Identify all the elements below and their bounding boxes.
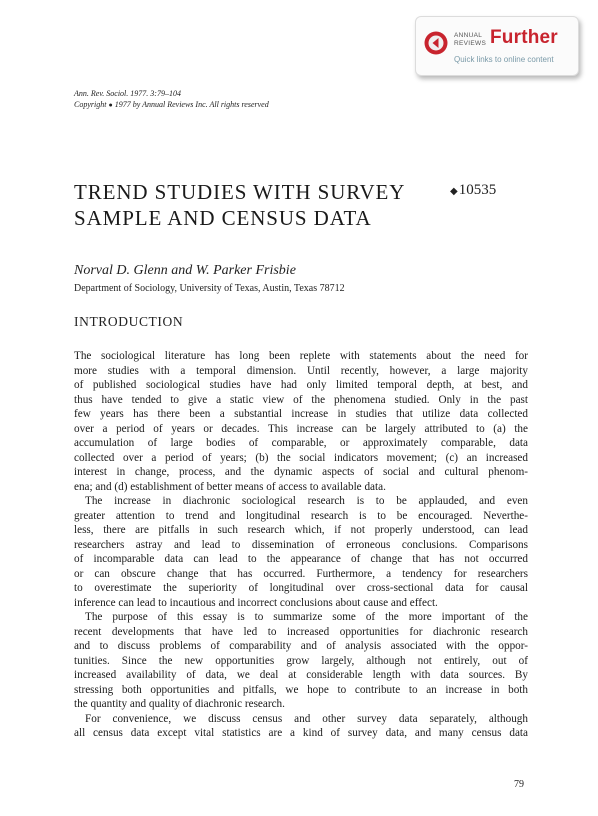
body-line: the quantity and quality of diachronic research. xyxy=(74,698,285,710)
body-line: increased availability of data, we deal at considerable length with data sources. By xyxy=(74,669,528,681)
body-line: all census data except vital statistics are a kind of survey data, and many census data xyxy=(74,727,528,739)
article-number xyxy=(450,182,496,199)
body-line: greater attention to trend and longitudinal research is to be encouraged. Neverthe- xyxy=(74,509,528,522)
badge-further-text: Further xyxy=(490,27,558,48)
body-line: tunities. Since the new opportunities grow largely, although not entirely, out of xyxy=(74,654,528,667)
citation-line-copyright xyxy=(74,100,269,111)
citation-line-journal: Ann. Rev. Sociol. 1977. 3:79–104 xyxy=(74,89,181,98)
body-line: The increase in diachronic sociological research is to be applauded, and even xyxy=(85,495,528,507)
body-line: accumulation of large bodies of comparable, or approximately comparable, data xyxy=(74,437,528,449)
body-text xyxy=(74,349,528,741)
body-line: stressing both opportunities and pitfalls, we hope to contribute to an increase in both xyxy=(74,683,528,696)
body-line: and to discuss problems of comparability and of analysis associated with the oppor- xyxy=(74,640,528,652)
author-affiliation: Department of Sociology, University of Texas, Austin, Texas 78712 xyxy=(74,283,345,294)
body-line: of published sociological studies have had only limited temporal depth, at best, and xyxy=(74,379,528,391)
diamond-icon: ◆ xyxy=(450,186,458,197)
badge-reviews-text: REVIEWS xyxy=(454,40,487,47)
body-line: collected over a period of years; (b) the social indicators movement; (c) an increased xyxy=(74,451,528,464)
body-line: For convenience, we discuss census and other survey data separately, although xyxy=(85,712,528,725)
article-title-line-1: TREND STUDIES WITH SURVEY xyxy=(74,180,406,204)
body-line: The sociological literature has long been replete with statements about the need for xyxy=(74,350,528,362)
annual-reviews-logo-icon xyxy=(424,31,448,55)
journal-citation xyxy=(74,89,269,110)
body-line: more studies with a temporal dimension. Until recently, however, a large majority xyxy=(74,364,528,377)
badge-annual-text: ANNUAL xyxy=(454,32,483,39)
body-line: less, there are pitfalls in such research which, if not properly understood, can lead xyxy=(74,524,528,536)
body-line: or can obscure change that has occurred. Furthermore, a tendency for researchers xyxy=(74,567,528,580)
section-heading-introduction: INTRODUCTION xyxy=(74,314,184,329)
article-title xyxy=(74,179,405,231)
page-number: 79 xyxy=(514,779,524,790)
copyright-label: Copyright xyxy=(74,99,107,109)
annual-reviews-further-badge[interactable] xyxy=(415,16,579,76)
body-line: researchers astray and lead to dissemination of erroneous conclusions. Comparisons xyxy=(74,538,528,551)
body-line: thus have tended to give a static view of the phenomena studied. Only in the past xyxy=(74,393,528,406)
body-line: to overestimate the superiority of longitudinal over cross-sectional data for causal xyxy=(74,582,528,594)
body-line: inference can lead to incautious and incorrect conclusions about cause and effect. xyxy=(74,596,438,609)
author-names: Norval D. Glenn and W. Parker Frisbie xyxy=(74,263,296,278)
body-line: The purpose of this essay is to summarize some of the more important of the xyxy=(85,611,528,623)
body-line: over a period of years or decades. This increase can be largely attributed to (a) the xyxy=(74,422,528,435)
body-line: ena; and (d) establishment of better means of access to available data. xyxy=(74,480,386,493)
article-title-line-2: SAMPLE AND CENSUS DATA xyxy=(74,206,372,230)
badge-quick-links-link[interactable]: Quick links to online content xyxy=(454,55,554,64)
body-line: recent developments that have led to increased opportunities for diachronic research xyxy=(74,625,528,638)
body-line: of incomparable data can lead to the appearance of change that has not occurred xyxy=(74,553,528,565)
badge-annual-reviews-wordmark xyxy=(454,32,486,48)
body-line: interest in change, process, and the dynamic aspects of social and cultural phenom- xyxy=(74,466,528,478)
copyright-text: 1977 by Annual Reviews Inc. All rights reserved xyxy=(114,99,269,109)
article-number-value: 10535 xyxy=(458,182,497,198)
body-line: few years has there been a substantial increase in studies that utilize data collected xyxy=(74,408,528,420)
copyright-bullet-icon: ● xyxy=(108,100,113,109)
